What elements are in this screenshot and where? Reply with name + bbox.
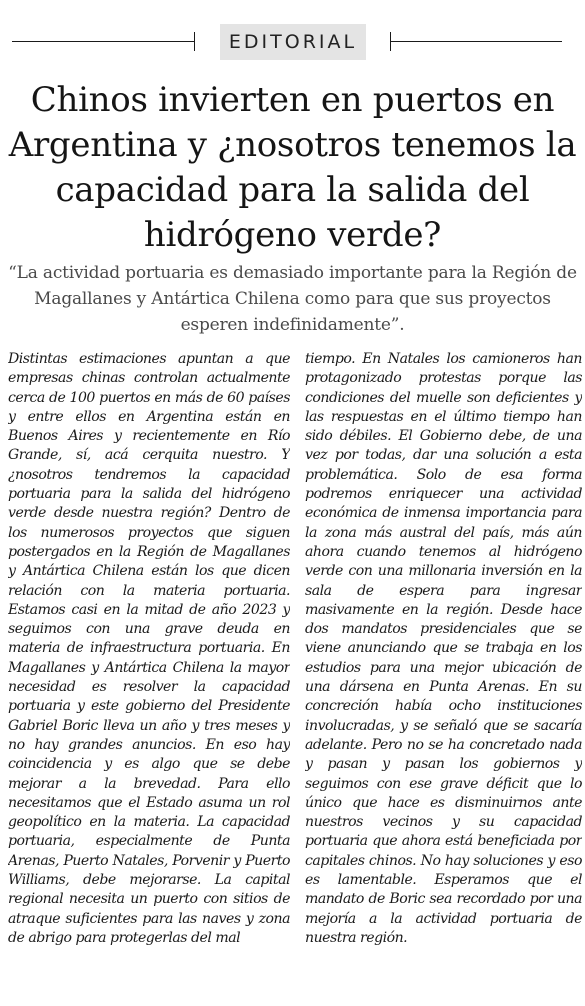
body-column-right: tiempo. En Natales los camioneros han protagonizado protestas porque las condiciones del muelle son deficientes y las respuestas en el último tiempo han sido débiles. El Gobierno debe, de una vez por todas, dar una solución a esta problemática. Solo de esa forma podremos enriquecer una actividad económica de inmensa importancia para la zona más austral del país, más aún ahora cuando tenemos al hidrógeno verde con una millonaria inversión en la sala de espera para ingresar masivamente en la región. Desde hace dos mandatos presidenciales que se viene anunciando que se trabaja en los estudios para una mejor ubicación de una dársena en Punta Arenas. En su concreción había ocho instituciones involucradas, y se señaló que se sacaría adelante. Pero no se ha concretado nada y pasan y pasan los gobiernos y seguimos con ese grave déficit que lo único que hace es disminuirnos ante nuestros vecinos y su capacidad portuaria que ahora está beneficiada por capitales chinos. No hay soluciones y eso es lamentable. Esperamos que el mandato de Boric sea recordado por una mejoría a la actividad portuaria de nuestra región. — [305, 351, 582, 946]
body-column-left: Distintas estimaciones apuntan a que empresas chinas controlan actualmente cerca de 100 puertos en más de 60 países y entre ellos en Argentina están en Buenos Aires y recientemente en Río Grande, sí, acá cerquita nuestro. Y ¿nosotros tendremos la capacidad portuaria para la salida del hidrógeno verde desde nuestra región? Dentro de los numerosos proyectos que siguen postergados en la Región de Magallanes y Antártica Chilena están los que dicen relación con la materia portuaria. Estamos casi en la mitad de año 2023 y seguimos con una grave deuda en materia de infraestructura portuaria. En Magallanes y Antártica Chilena la mayor necesidad es resolver la capacidad portuaria y este gobierno del Presidente Gabriel Boric lleva un año y tres meses y no hay grandes anuncios. En eso hay coincidencia y es algo que se debe mejorar a la brevedad. Para ello necesitamos que el Estado asuma un rol geopolítico en la materia. La capacidad portuaria, especialmente de Punta Arenas, Puerto Natales, Porvenir y Puerto Williams, debe mejorarse. La capital regional necesita un puerto con sitios de atraque suficientes para las naves y zona de abrigo para protegerlas del mal — [8, 351, 290, 946]
header-rule-left — [12, 41, 194, 42]
header-rule-right — [390, 41, 562, 42]
section-label: EDITORIAL — [220, 24, 366, 60]
header-tick-left — [194, 32, 195, 51]
subtitle-quote: “La actividad portuaria es demasiado importante para la Región de Magallanes y Antártica Chilena como para que sus proyectos esperen indefinidamente”. — [8, 263, 577, 335]
headline: Chinos invierten en puertos en Argentina y ¿nosotros tenemos la capacidad para la salida del hidrógeno verde? — [8, 80, 577, 255]
section-header — [0, 24, 585, 60]
